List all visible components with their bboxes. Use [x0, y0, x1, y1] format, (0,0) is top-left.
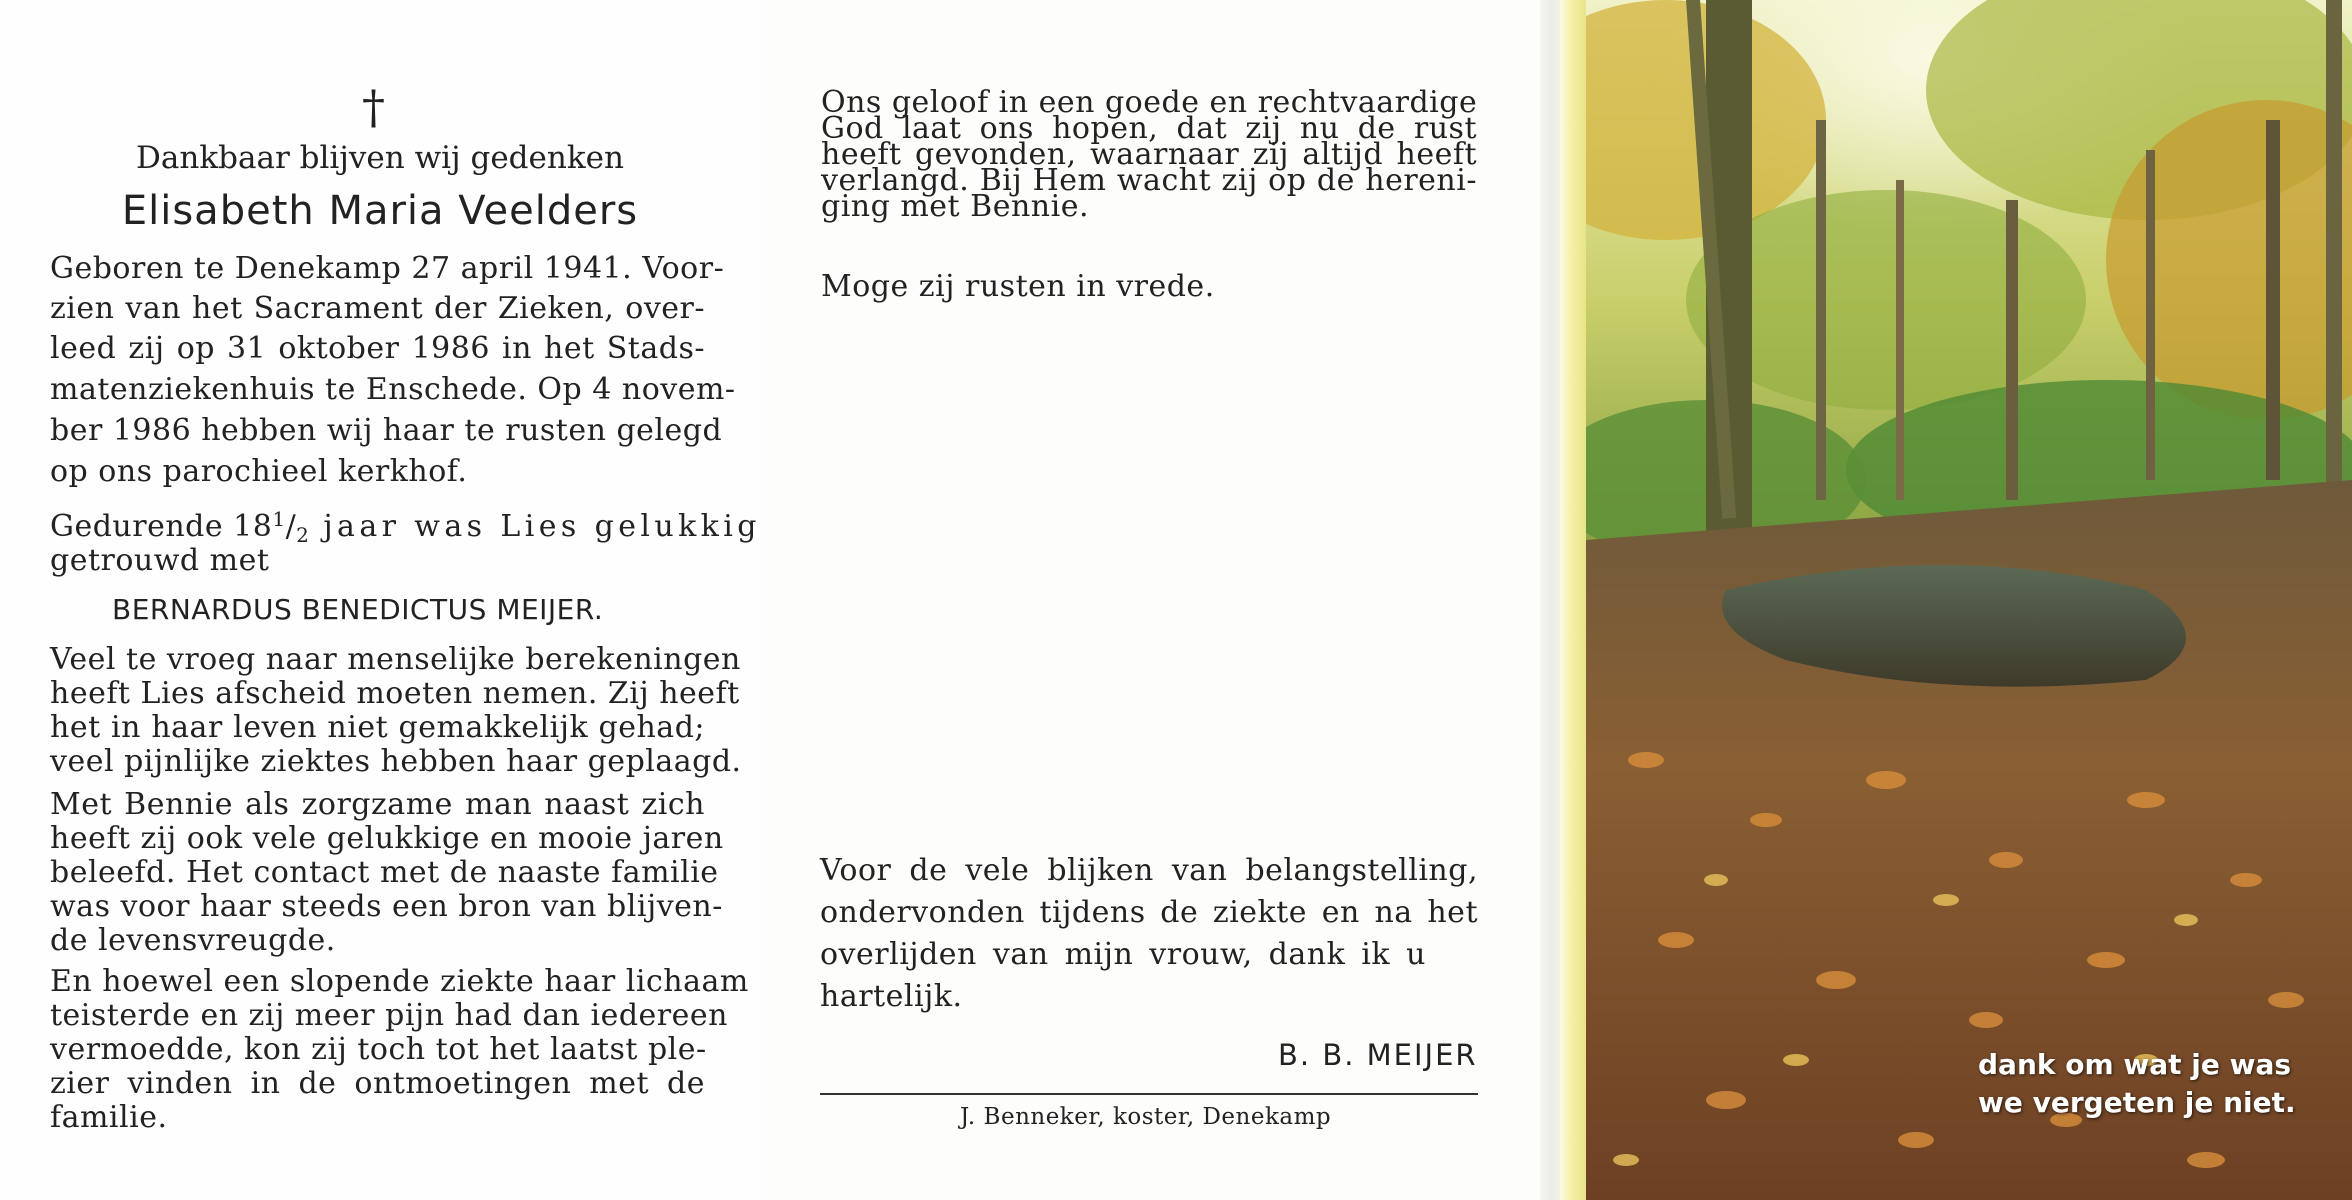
marriage-text-post: jaar was Lies gelukkig — [309, 509, 761, 544]
marriage-text-pre: Gedurende 18 — [50, 509, 273, 544]
paragraph-line: heeft zij ook vele gelukkige en mooie jaren — [50, 821, 724, 856]
paragraph-line: Met Bennie als zorgzame man naast zich — [50, 787, 705, 822]
autumn-forest-photo — [1586, 0, 2352, 1200]
caption-line: we vergeten je niet. — [1978, 1086, 2296, 1119]
paragraph-line: was voor haar steeds een bron van blijven- — [50, 889, 723, 924]
bio-line: matenziekenhuis te Enschede. Op 4 novem- — [50, 372, 736, 407]
paragraph-line: het in haar leven niet gemakkelijk gehad; — [50, 710, 705, 745]
card-fold — [1540, 0, 1560, 1200]
bio-line: ber 1986 hebben wij haar te rusten gelegd — [50, 413, 723, 448]
thanks-line: overlijden van mijn vrouw, dank ik u — [820, 937, 1426, 972]
paragraph-line: veel pijnlijke ziektes hebben haar geplaagd. — [50, 744, 742, 779]
divider-line — [820, 1093, 1478, 1095]
paragraph-line: teisterde en zij meer pijn had dan iedereen — [50, 998, 728, 1033]
fraction-numerator: 1 — [272, 507, 286, 531]
spouse-name: BERNARDUS BENEDICTUS MEIJER. — [112, 593, 604, 626]
bio-line: op ons parochieel kerkhof. — [50, 454, 468, 489]
fraction-denominator: 2 — [296, 523, 310, 547]
bio-line: leed zij op 31 oktober 1986 in het Stads- — [50, 331, 705, 366]
marriage-line-2: getrouwd met — [50, 543, 270, 578]
paragraph-line: zier vinden in de ontmoetingen met de — [50, 1066, 705, 1101]
faith-line: God laat ons hopen, dat zij nu de rust — [821, 111, 1477, 146]
photo-caption — [1978, 1046, 2308, 1122]
caption-line: dank om wat je was — [1978, 1048, 2292, 1081]
faith-line: Ons geloof in een goede en rechtvaardige — [821, 85, 1478, 120]
paragraph-line: familie. — [50, 1100, 168, 1135]
paragraph-line: Veel te vroeg naar menselijke berekeningen — [50, 642, 741, 677]
intro-line: Dankbaar blijven wij gedenken — [136, 140, 624, 176]
faith-line: ging met Bennie. — [821, 189, 1089, 224]
printer-credit: J. Benneker, koster, Denekamp — [960, 1104, 1332, 1130]
bio-line: Geboren te Denekamp 27 april 1941. Voor- — [50, 251, 725, 286]
paragraph-line: vermoedde, kon zij toch tot het laatst ple- — [50, 1032, 707, 1067]
paragraph-line: heeft Lies afscheid moeten nemen. Zij heeft — [50, 676, 740, 711]
cross-icon: † — [362, 80, 385, 134]
paragraph-line: de levensvreugde. — [50, 923, 336, 958]
fraction-separator: / — [285, 509, 297, 544]
rest-in-peace: Moge zij rusten in vrede. — [821, 269, 1215, 304]
faith-line: heeft gevonden, waarnaar zij altijd heeft — [821, 137, 1477, 172]
paragraph-line: beleefd. Het contact met de naaste familie — [50, 855, 719, 890]
paragraph-line: En hoewel een slopende ziekte haar lichaam — [50, 964, 749, 999]
signature: B. B. MEIJER — [1278, 1038, 1478, 1072]
deceased-name: Elisabeth Maria Veelders — [121, 188, 639, 234]
thanks-line: hartelijk. — [820, 979, 963, 1014]
thanks-line: ondervonden tijdens de ziekte en na het — [820, 895, 1478, 930]
bio-line: zien van het Sacrament der Zieken, over- — [50, 291, 705, 326]
yellow-edge-strip — [1560, 0, 1586, 1200]
faith-line: verlangd. Bij Hem wacht zij op de hereni- — [821, 163, 1477, 198]
thanks-line: Voor de vele blijken van belangstelling, — [820, 853, 1478, 888]
